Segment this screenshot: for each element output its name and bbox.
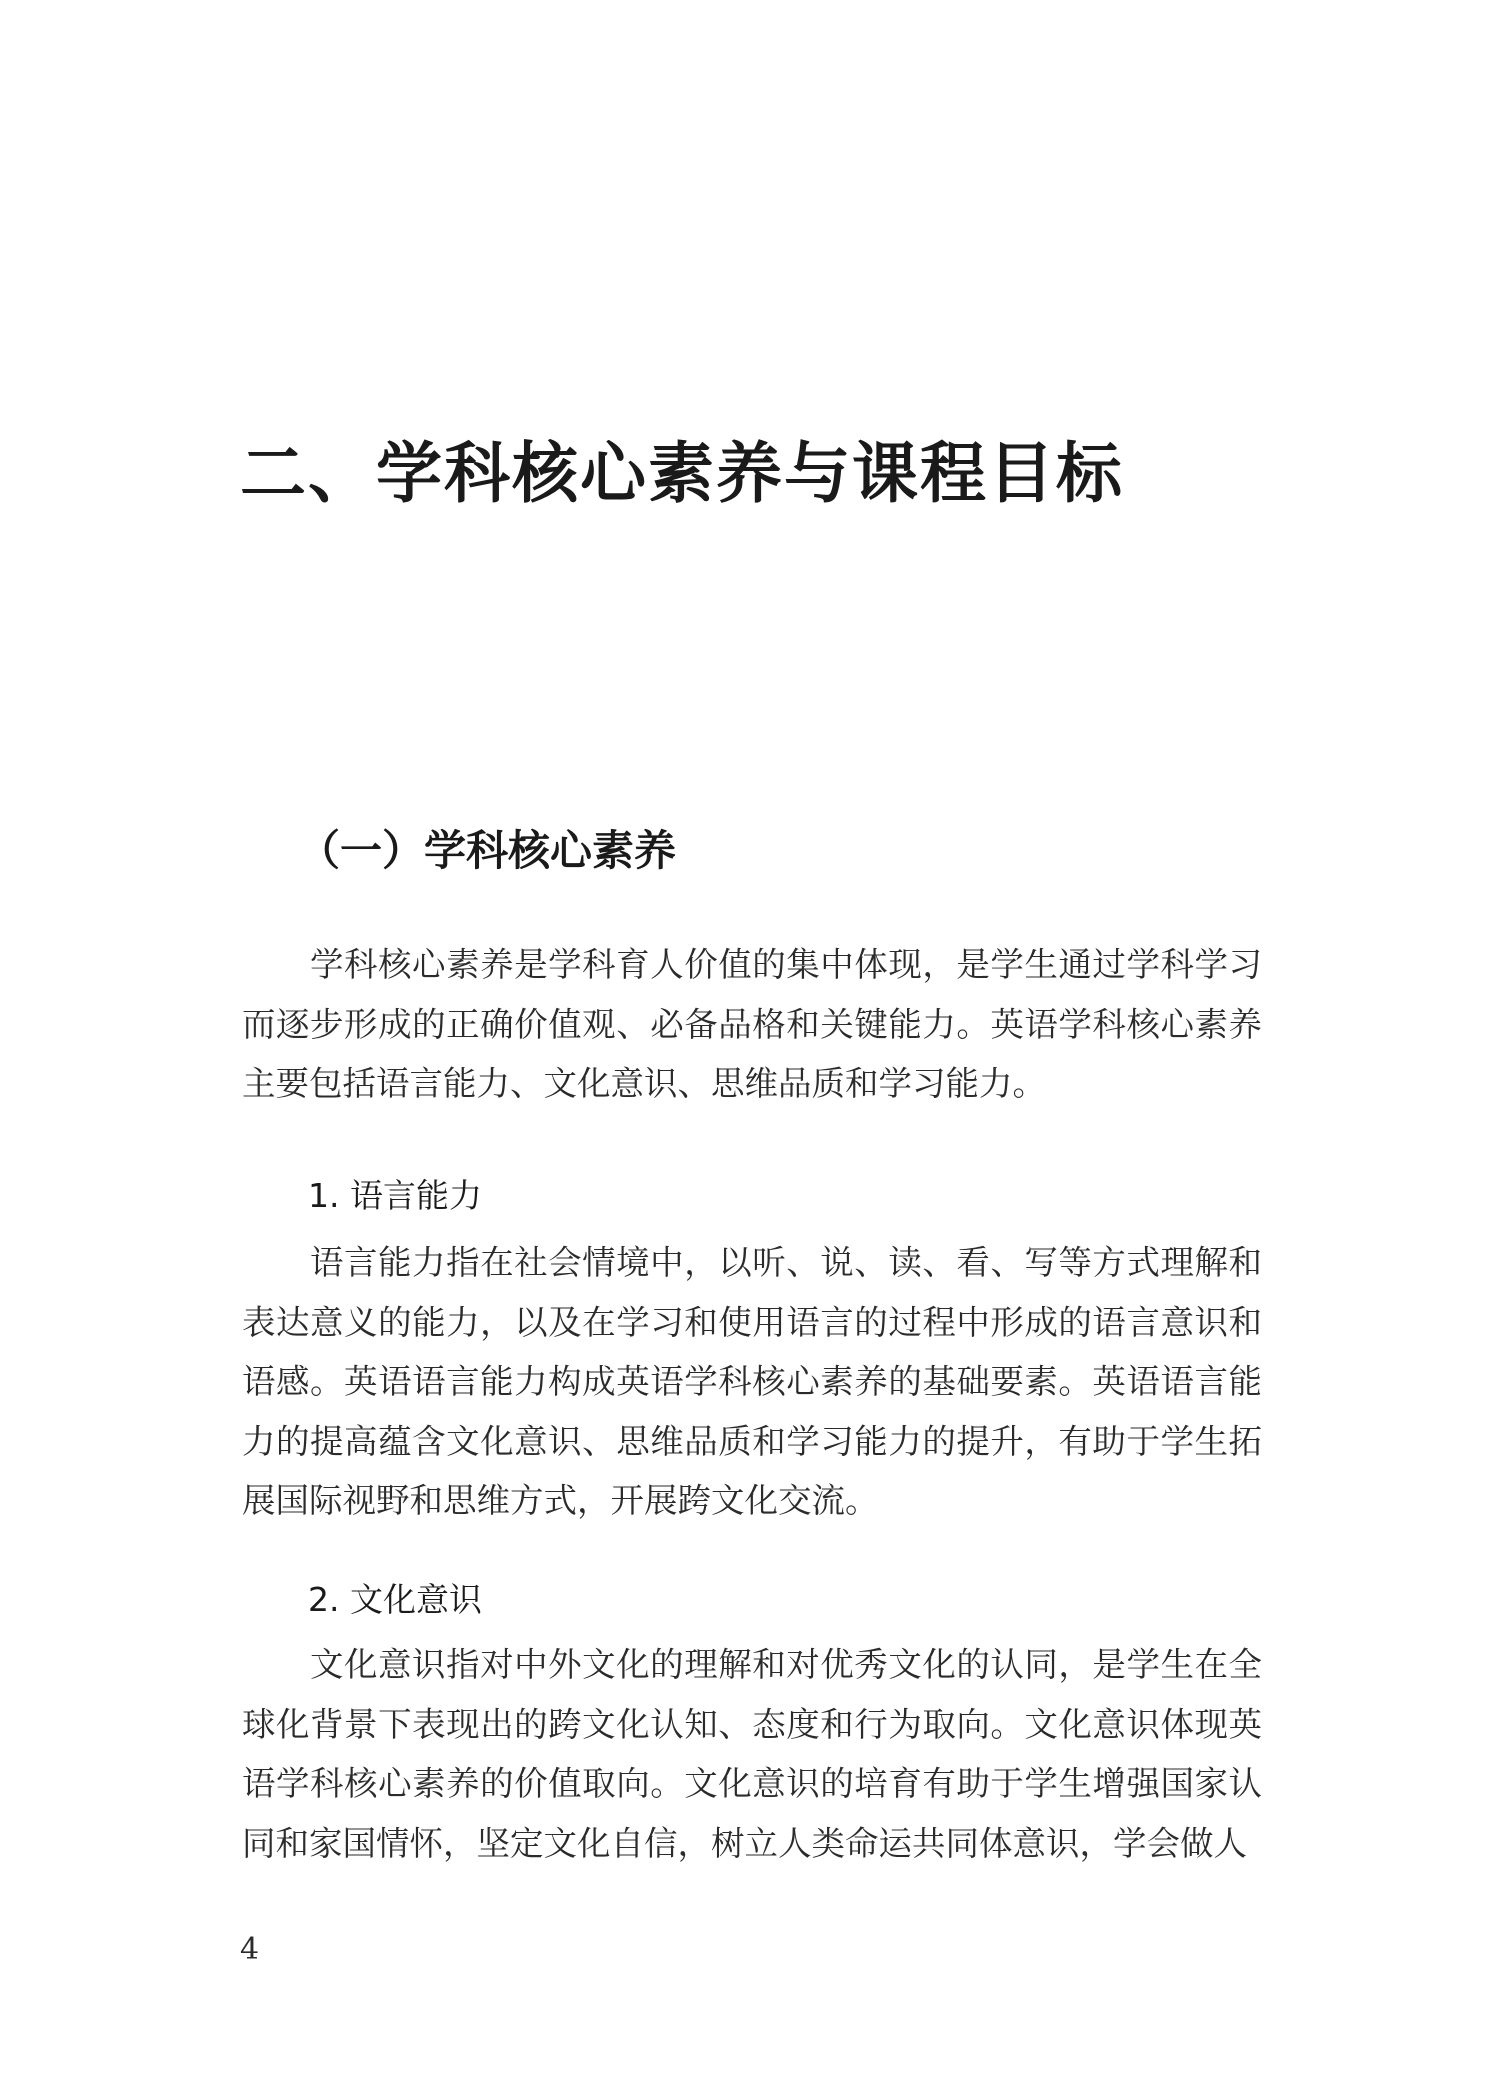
page-number: 4 <box>240 1932 260 1967</box>
section-title: （一）学科核心素养 <box>298 826 677 875</box>
intro-paragraph: 学科核心素养是学科育人价值的集中体现，是学生通过学科学习而逐步形成的正确价值观、必备品格和关键能力。英语学科核心素养主要包括语言能力、文化意识、思维品质和学习能力。 <box>242 945 1262 1103</box>
subsection-text-language-ability: 语言能力指在社会情境中，以听、说、读、看、写等方式理解和表达意义的能力，以及在学习和使用语言的过程中形成的语言意识和语感。英语语言能力构成英语学科核心素养的基础要素。英语语言能力的提高蕴含文化意识、思维品质和学习能力的提升，有助于学生拓展国际视野和思维方式，开展跨文化交流。 <box>242 1243 1262 1520</box>
chapter-title: 二、学科核心素养与课程目标 <box>240 434 1124 512</box>
subsection-heading-language-ability: 1. 语言能力 <box>308 1176 482 1215</box>
subsection-text-cultural-awareness: 文化意识指对中外文化的理解和对优秀文化的认同，是学生在全球化背景下表现出的跨文化认知、态度和行为取向。文化意识体现英语学科核心素养的价值取向。文化意识的培育有助于学生增强国家认同和家国情怀，坚定文化自信，树立人类命运共同体意识，学会做人 <box>242 1645 1262 1863</box>
subsection-heading-cultural-awareness: 2. 文化意识 <box>308 1580 482 1619</box>
